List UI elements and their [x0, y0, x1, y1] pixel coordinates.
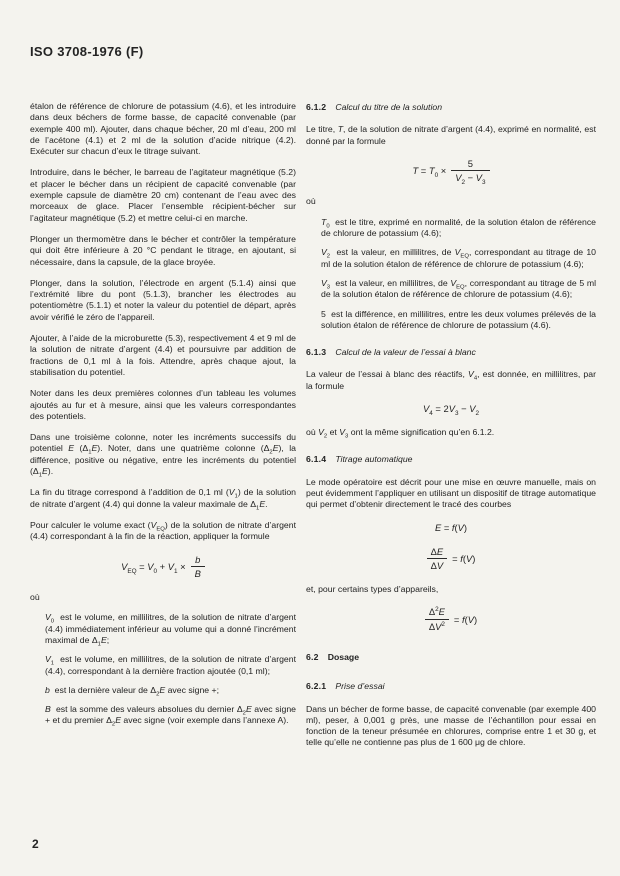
fraction: [451, 157, 489, 187]
section-title: Titrage automatique: [335, 454, 413, 465]
column-right: [306, 101, 596, 759]
section-heading: [306, 454, 596, 465]
formula: [306, 157, 596, 187]
body-paragraph: et, pour certains types d’appareils,: [306, 584, 439, 595]
section-number: 6.2.1: [306, 681, 327, 692]
body-paragraph: Noter dans les deux premières colonnes d’un tableau les volumes ajoutés au fur et à mesure, ainsi que les valeurs correspondantes des potentiels.: [30, 388, 296, 421]
body-paragraph: Dans un bécher de forme basse, de capacité convenable (par exemple 400 ml), peser, à 0,001 g près, une masse de l’échantillon pour essai en fonction de la teneur présumée en chlorures, comprise entre 1 et 30 g, et telle qu’elle ne contienne pas plus de 1 600 μg de chlore.: [306, 703, 596, 748]
formula-text: $T = T_0$ ×: [412, 165, 447, 180]
section-title: Dosage: [327, 651, 360, 662]
fraction: [425, 606, 449, 632]
body-paragraph: La fin du titrage correspond à l’addition de 0,1 ml $(V_1)$ de la solution de nitrate d’argent (4.4) qui donne la valeur maximale de $\Delta_1E$.: [30, 487, 296, 512]
where-label: où: [30, 592, 40, 603]
section-number: 6.1.3: [306, 347, 327, 358]
definition-item: $T_0$ est le titre, exprimé en normalité, de la solution étalon de référence de chlorure de potassium (4.6);: [321, 216, 596, 239]
fraction-numerator: $\Delta^2E$: [428, 606, 445, 618]
formula-text: $V_4 = 2V_3 - V_2$: [422, 403, 480, 417]
section-title: Calcul du titre de la solution: [335, 102, 443, 112]
document-reference-header: ISO 3708-1976 (F): [30, 44, 144, 59]
section-number: 6.1.4: [306, 454, 327, 465]
body-paragraph: étalon de référence de chlorure de potassium (4.6), et les introduire dans deux béchers de forme basse, de capacité convenable (par exemple 400 ml). Ajouter, dans chaque bécher, 20 ml d’eau, 200 ml de l’acétone (4.1) et 2 ml de la solution d’acide nitrique (4.2). Exécuter sur chacun d’eux le titrage suivant.: [30, 101, 296, 157]
where-label: où: [306, 196, 316, 207]
fraction-denominator: ΔV: [427, 558, 448, 571]
formula: [306, 403, 596, 417]
fraction-numerator: 5: [467, 157, 473, 169]
definition-item: $V_1$ est le volume, en millilitres, de la solution de nitrate d’argent (4.4), correspondant à la dernière fraction ajoutée (0,1 ml);: [45, 654, 296, 676]
two-column-body: [30, 101, 596, 759]
definition-item: b est la dernière valeur de $\Delta_2E$ avec signe +;: [45, 684, 220, 698]
formula-text: $V_{EQ} = V_0 + V_1$ ×: [121, 560, 186, 575]
section-number: 6.1.2: [306, 102, 327, 112]
body-paragraph: La valeur de l’essai à blanc des réactifs, $V_4$, est donnée, en millilitres, par la formule: [306, 369, 596, 391]
body-paragraph: Le titre, T, de la solution de nitrate d’argent (4.4), exprimé en normalité, est donné par la formule: [306, 124, 597, 146]
formula: [306, 606, 596, 632]
body-paragraph: Plonger un thermomètre dans le bécher et contrôler la température qui doit être inférieure à 20 °C pendant le titrage, en ajoutant, si nécessaire, dans la capsule, de la glace broyée.: [30, 233, 296, 267]
section-title: Calcul de la valeur de l’essai à blanc: [335, 347, 476, 358]
column-left: [30, 101, 296, 759]
definition-item: $V_2$ est la valeur, en millilitres, de $V_{EQ}$, correspondant au titrage de 10 ml de la solution étalon de référence de chlorure de potassium (4.6);: [321, 247, 596, 269]
formula-text: = f(V): [452, 552, 476, 564]
section-heading: [306, 347, 596, 358]
fraction-numerator: ΔE: [430, 545, 444, 557]
section-heading: [306, 652, 596, 663]
body-paragraph: Pour calculer le volume exact $(V_{EQ})$ de la solution de nitrate d’argent (4.4) correspondant à la fin de la réaction, appliquer la formule: [30, 519, 296, 542]
body-paragraph: Dans une troisième colonne, noter les incréments successifs du potentiel E $(\Delta_1E)$. Noter, dans une quatrième colonne $(\Delta_2E)$, la différence, positive ou négative, entre les incréments du potentiel $(\Delta_1E)$.: [30, 432, 297, 479]
body-paragraph: où $V_2$ et $V_3$ ont la même signification qu’en 6.1.2.: [306, 427, 495, 440]
formula: [30, 554, 296, 580]
section-heading: [306, 102, 596, 113]
definition-item: 5 est la différence, en millilitres, entre les deux volumes prélevés de la solution étalon de référence de chlorure de potassium (4.6).: [321, 308, 596, 330]
page-number: 2: [32, 837, 39, 851]
body-paragraph: Le mode opératoire est décrit pour une mise en œuvre manuelle, mais on peut évidemment l’appliquer en utilisant un dispositif de titrage automatique qui permet d’obtenir directement le tracé des courbes: [306, 476, 596, 510]
definition-item: $V_3$ est la valeur, en millilitres, de $V_{EQ}$, correspondant au titrage de 5 ml de la solution étalon de référence de chlorure de potassium (4.6);: [321, 277, 597, 300]
definition-item: $V_0$ est le volume, en millilitres, de la solution de nitrate d’argent (4.4) immédiatement inférieur au volume qui a donné l’incrément maximal de $\Delta_1E$;: [45, 612, 296, 648]
formula: [306, 546, 596, 572]
section-number: 6.2: [306, 651, 319, 662]
formula-text: E = f(V): [434, 521, 468, 533]
fraction-numerator: b: [195, 553, 201, 565]
definition-item: B est la somme des valeurs absolues du dernier $\Delta_2E$ avec signe + et du premier $\Delta_2E$ avec signe (voir exemple dans l’annexe A).: [45, 704, 296, 729]
fraction: [191, 554, 205, 580]
body-paragraph: Introduire, dans le bécher, le barreau de l’agitateur magnétique (5.2) et placer le bécher dans un récipient de capacité convenable (par exemple capsule de diamètre 20 cm) contenant de l’eau avec des morceaux de glace. Placer l’ensemble récipient-bécher sur l’agitateur magnétique (5.2) et mettre celui-ci en marche.: [30, 167, 296, 223]
body-paragraph: Plonger, dans la solution, l’électrode en argent (5.1.4) ainsi que l’extrémité libre du pont (5.1.3), brancher les électrodes au potentiomètre (5.1.1) et noter la valeur du potentiel de départ, après avoir vérifié le zéro de l’appareil.: [30, 277, 296, 322]
formula: [306, 522, 596, 533]
fraction: [427, 546, 448, 572]
body-paragraph: Ajouter, à l’aide de la microburette (5.3), respectivement 4 et 9 ml de la solution de nitrate d’argent (4.4) et poursuivre par addition de fractions de 0,1 ml à la fois. Attendre, après chaque ajout, la stabilisation du potentiel.: [30, 333, 296, 377]
section-heading: [306, 681, 596, 692]
fraction-denominator: $\Delta V^2$: [425, 619, 449, 632]
fraction-denominator: $V_2 - V_3$: [451, 170, 489, 183]
section-title: Prise d’essai: [335, 681, 385, 692]
fraction-denominator: B: [191, 566, 205, 579]
formula-text: = f(V): [453, 613, 478, 625]
